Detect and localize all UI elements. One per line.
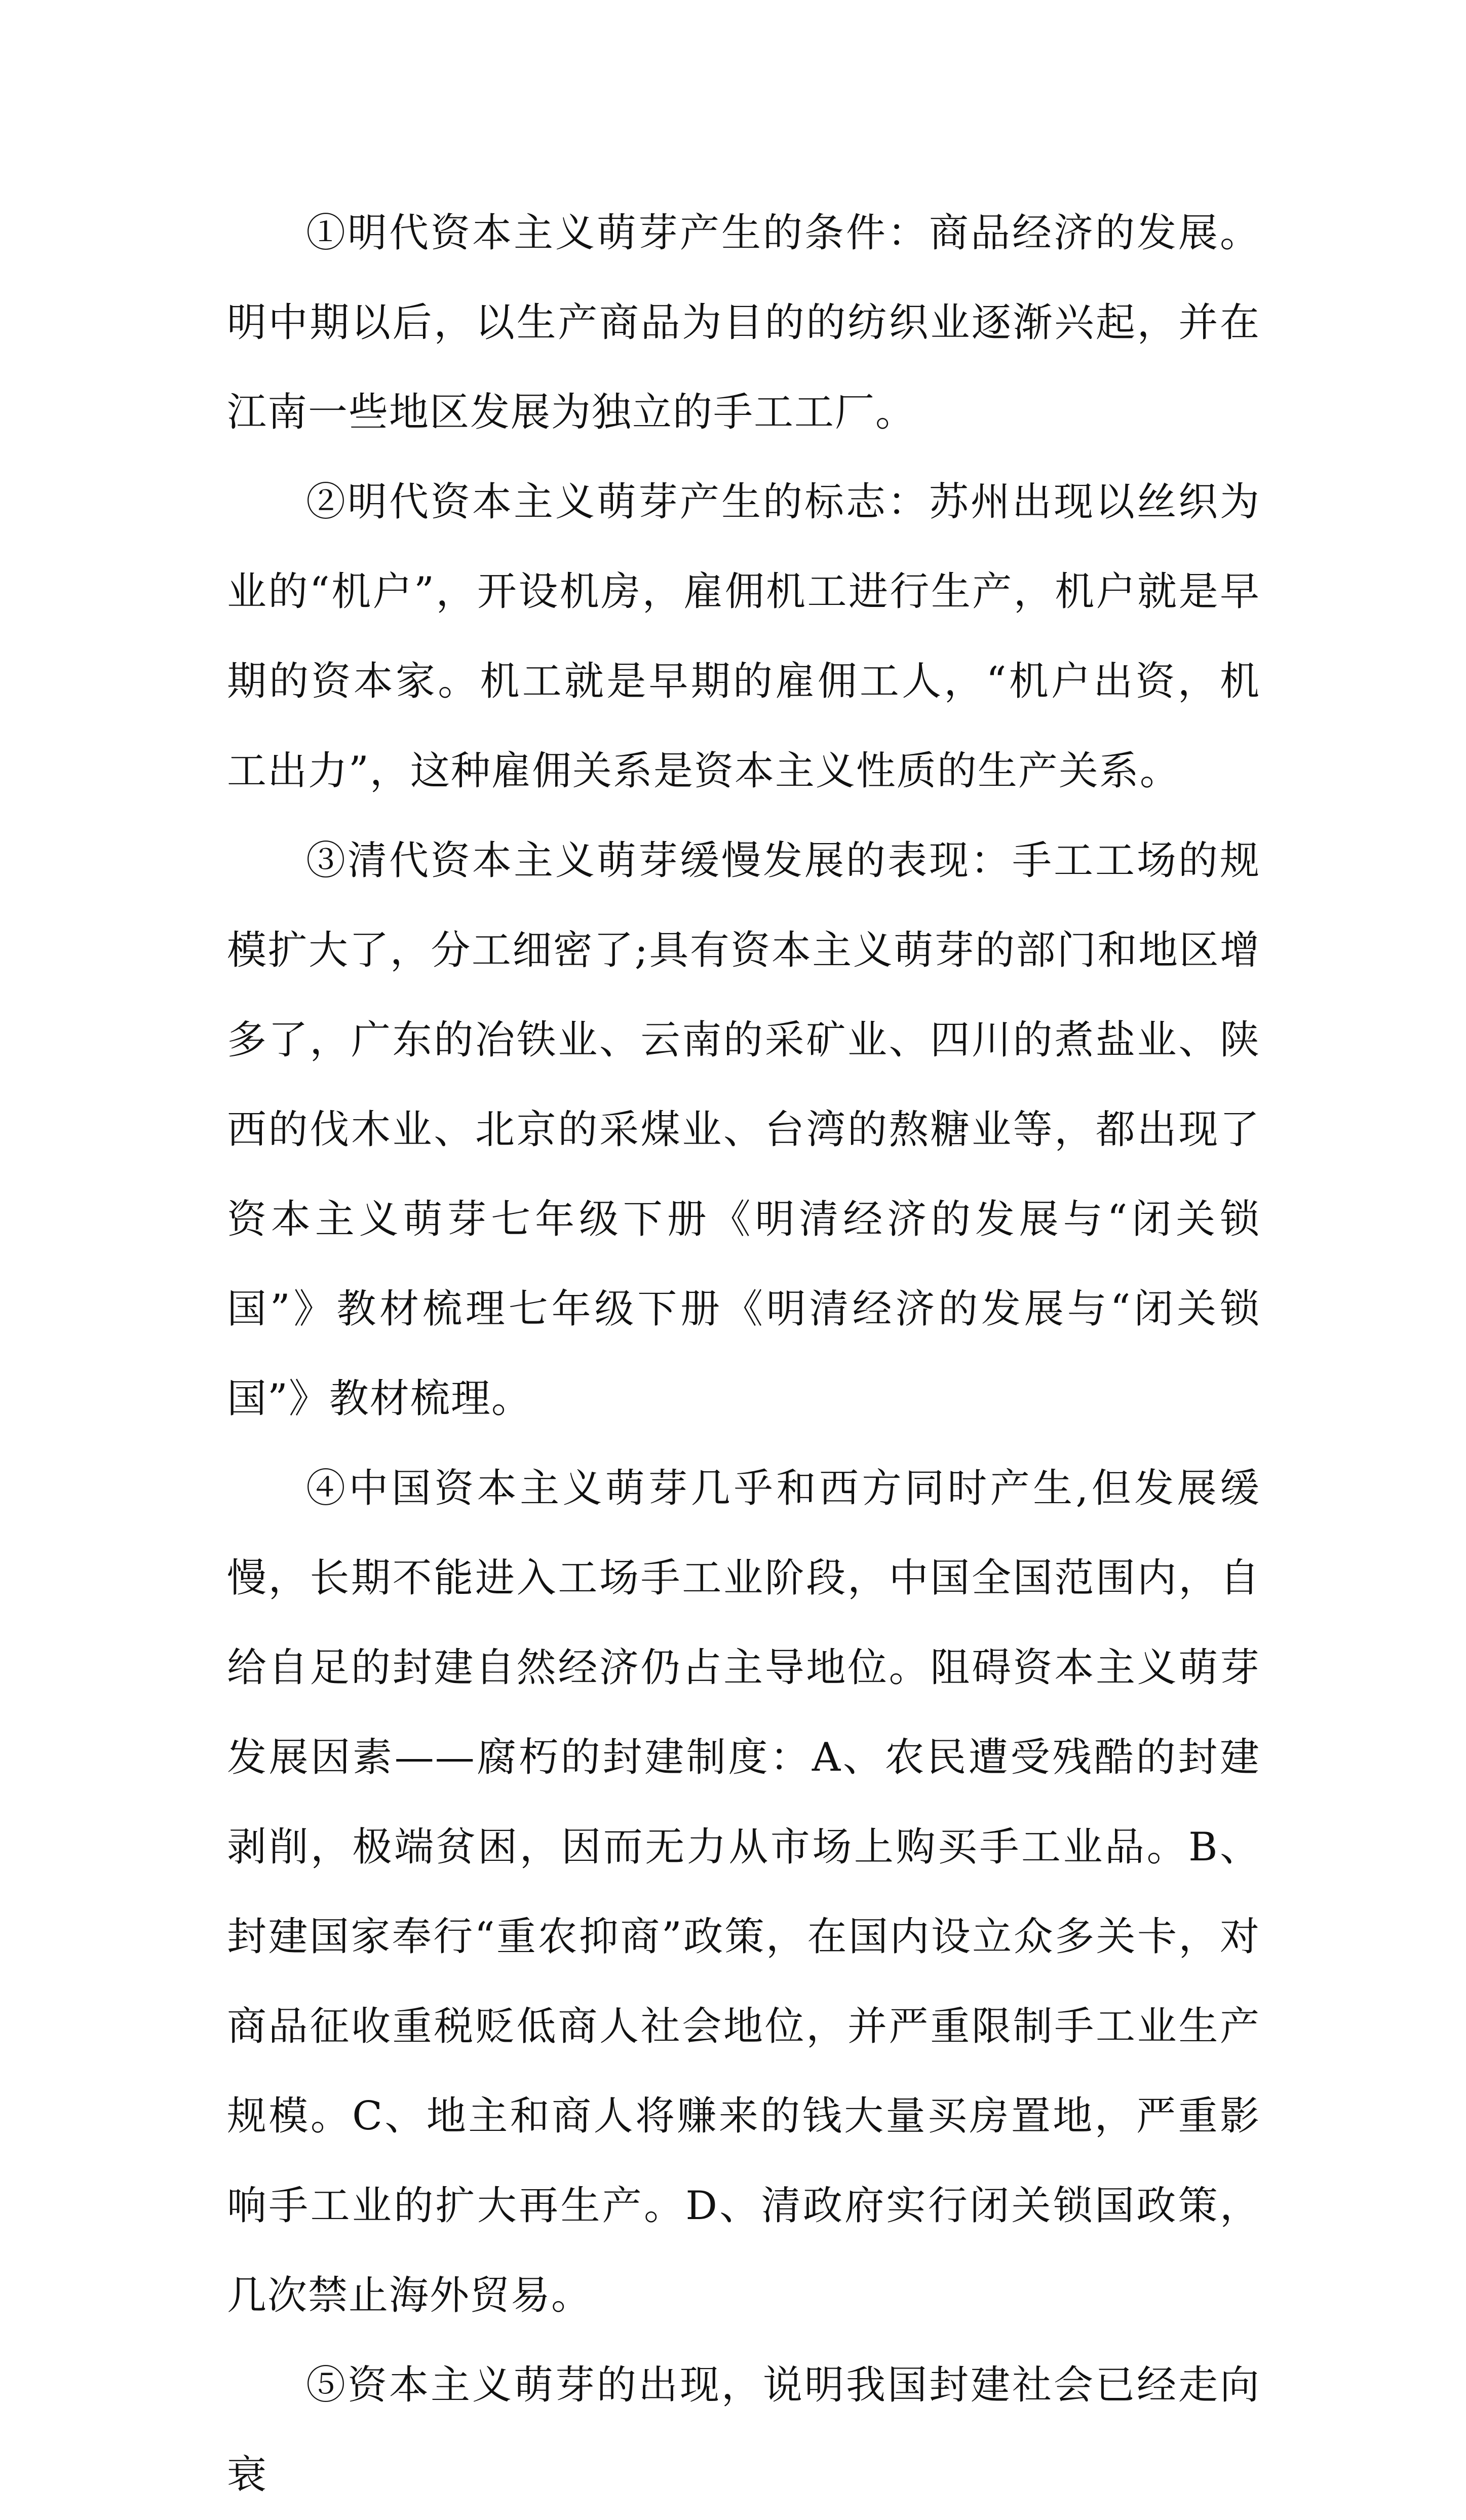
paragraph-5: ⑤资本主义萌芽的出现，说明我国封建社会已经走向衰 xyxy=(227,2362,1260,2498)
paragraph-4: ④中国资本主义萌芽几乎和西方同时产生,但发展缓慢，长期不能进入工场手工业阶段，中国全国范围内，自给自足的封建自然经济仍占主导地位。阻碍资本主义萌芽发展因素——腐朽的封建制度：A、农民遭受残酷的封建剥削，极端贫困，因而无力从市场上购买手工业品。B、封建国家奉行“重农抑商”政策，在国内设立众多关卡，对商品征收重税贬低商人社会地位，并严重限制手工业生产规模。C、地主和商人将赚来的钱大量买房置地，严重影响手工业的扩大再生产。D、清政府实行闭关锁国政策，几次禁止海外贸易。 xyxy=(227,1466,1260,2318)
paragraph-1: ①明代资本主义萌芽产生的条件：商品经济的发展。明中期以后，以生产商品为目的的纺织业逐渐兴起，并在江南一些地区发展为独立的手工工厂。 xyxy=(227,210,1260,435)
paragraph-2: ②明代资本主义萌芽产生的标志：苏州出现以丝织为业的“机户”，开设机房，雇佣机工进行生产，机户就是早期的资本家。机工就是早期的雇佣工人，“机户出资，机工出力”，这种雇佣关系是资本主义性质的生产关系。 xyxy=(227,479,1260,794)
document-body xyxy=(227,188,1260,2520)
paragraph-3: ③清代资本主义萌芽缓慢发展的表现：手工工场的规模扩大了，分工细密了;具有资本主义萌芽的部门和地区增多了，广东的冶铁业、云南的采矿业、四川的煮盐业、陕西的伐木业、北京的采煤业、台湾的熬糖业等，都出现了资本主义萌芽七年级下册《明清经济的发展与“闭关锁国”》教材梳理七年级下册《明清经济的发展与“闭关锁国”》教材梳理。 xyxy=(227,838,1260,1422)
